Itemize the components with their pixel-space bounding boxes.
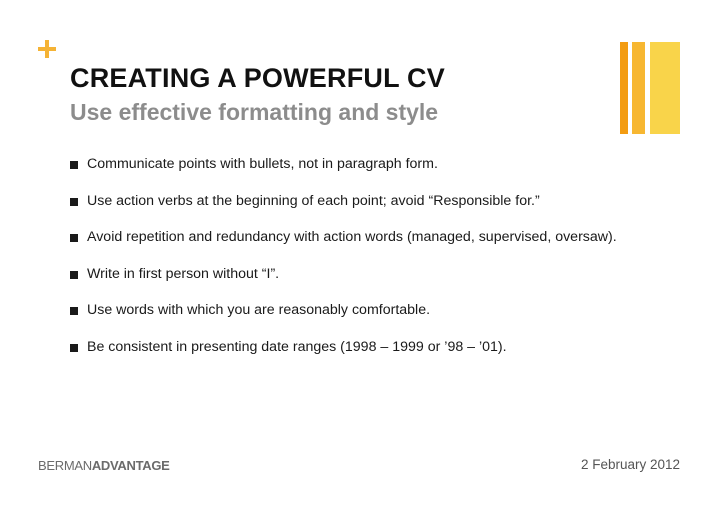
bullet-square-icon: [70, 344, 78, 352]
bullet-text: Use words with which you are reasonably comfortable.: [87, 302, 431, 318]
slide-date: 2 February 2012: [580, 457, 680, 472]
bullet-text: Avoid repetition and redundancy with action words (managed, supervised, oversaw).: [87, 229, 617, 245]
list-item: [70, 193, 617, 230]
list-item: [70, 229, 617, 266]
bullet-square-icon: [70, 271, 78, 279]
list-item: [70, 339, 617, 376]
brand-logo: [38, 458, 170, 473]
list-item: [70, 266, 617, 303]
bullet-square-icon: [70, 307, 78, 315]
bullet-text: Be consistent in presenting date ranges (1998 – 1999 or ’98 – ’01).: [87, 338, 507, 355]
slide-subtitle: Use effective formatting and style: [70, 99, 439, 125]
brand-part2: ADVANTAGE: [91, 458, 170, 473]
bullet-square-icon: [70, 198, 78, 206]
bullet-square-icon: [70, 161, 78, 169]
bullet-text: Use action verbs at the beginning of each point; avoid “Responsible for.”: [87, 192, 540, 209]
decorative-bar-orange: [620, 42, 628, 134]
bullet-square-icon: [70, 234, 78, 242]
bullet-list: [70, 156, 617, 375]
brand-part1: BERMAN: [38, 458, 92, 473]
slide-title: CREATING A POWERFUL CV: [70, 63, 445, 93]
decorative-block-yellow: [650, 42, 680, 134]
bullet-text: Communicate points with bullets, not in paragraph form.: [87, 156, 438, 172]
list-item: [70, 156, 617, 193]
decorative-bar-amber: [632, 42, 645, 134]
list-item: [70, 302, 617, 339]
bullet-text: Write in first person without “I”.: [87, 265, 280, 282]
plus-icon: [38, 40, 56, 58]
